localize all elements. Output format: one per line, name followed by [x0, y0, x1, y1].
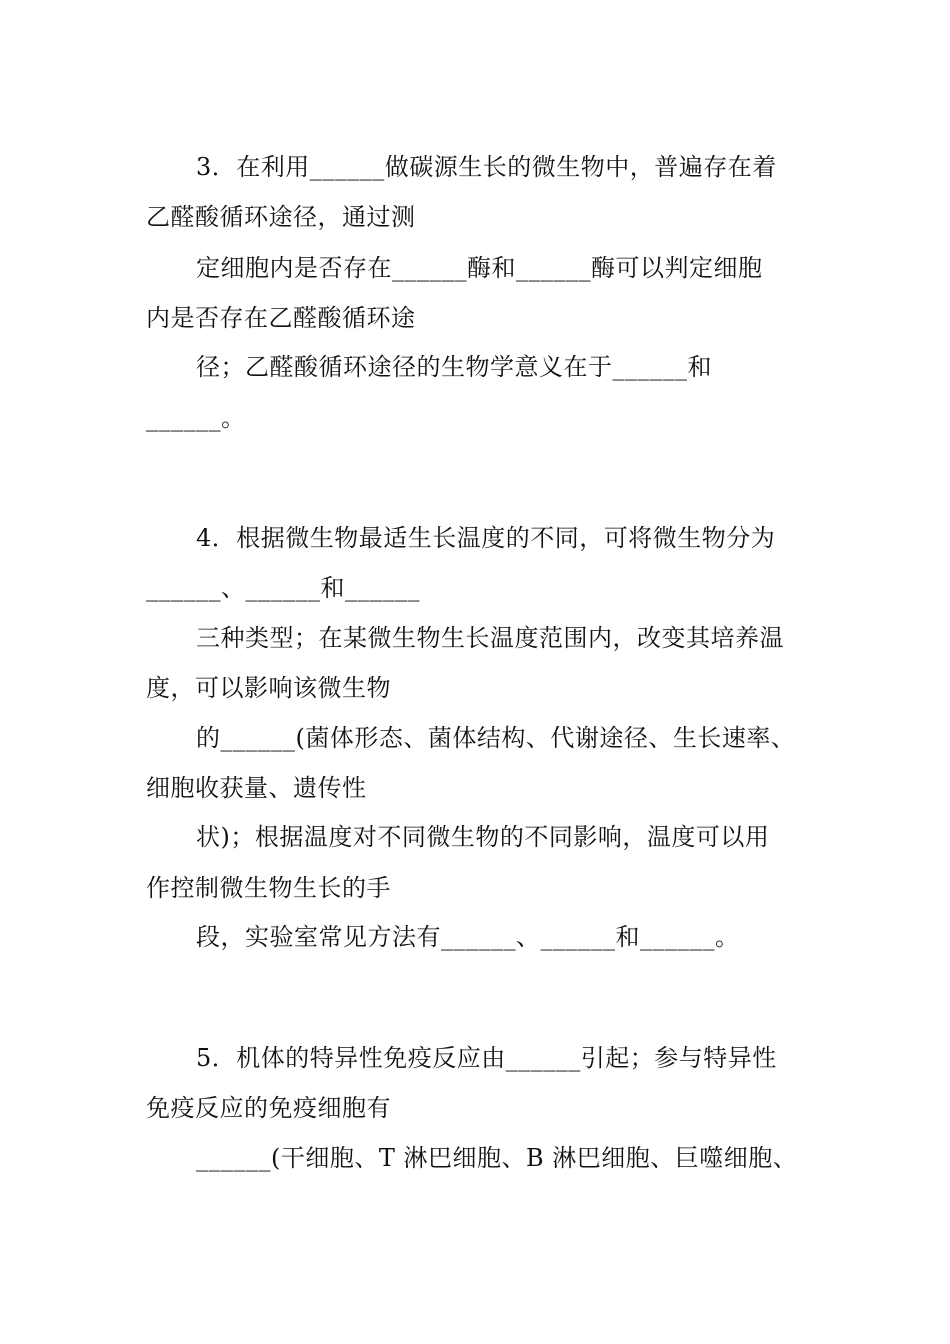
question-4-line-9: 段，实验室常见方法有______、______和______。 [196, 923, 740, 951]
question-4-line-4: 度，可以影响该微生物 [146, 674, 391, 702]
question-4-line-3: 三种类型；在某微生物生长温度范围内，改变其培养温 [196, 624, 784, 652]
question-5-line-1: 5．机体的特异性免疫反应由______引起；参与特异性 [196, 1044, 777, 1072]
question-4-line-6: 细胞收获量、遗传性 [146, 774, 367, 802]
question-3-line-5: 径；乙醛酸循环途径的生物学意义在于______和 [196, 353, 712, 381]
question-4-line-7: 状)；根据温度对不同微生物的不同影响，温度可以用 [196, 823, 770, 851]
question-4-line-2: ______、______和______ [146, 574, 420, 602]
question-5-line-3: ______(干细胞、T 淋巴细胞、B 淋巴细胞、巨噬细胞、 [196, 1144, 798, 1172]
question-3-line-4: 内是否存在乙醛酸循环途 [146, 304, 416, 332]
question-3-line-6: ______。 [146, 404, 246, 432]
question-4-line-8: 作控制微生物生长的手 [146, 874, 391, 902]
question-3-line-2: 乙醛酸循环途径，通过测 [146, 203, 416, 231]
question-3-line-3: 定细胞内是否存在______酶和______酶可以判定细胞 [196, 254, 763, 282]
question-4-line-5: 的______(菌体形态、菌体结构、代谢途径、生长速率、 [196, 724, 796, 752]
question-3-line-1: 3．在利用______做碳源生长的微生物中，普遍存在着 [196, 153, 777, 181]
question-4-line-1: 4．根据微生物最适生长温度的不同，可将微生物分为 [196, 524, 776, 552]
question-5-line-2: 免疫反应的免疫细胞有 [146, 1094, 391, 1122]
